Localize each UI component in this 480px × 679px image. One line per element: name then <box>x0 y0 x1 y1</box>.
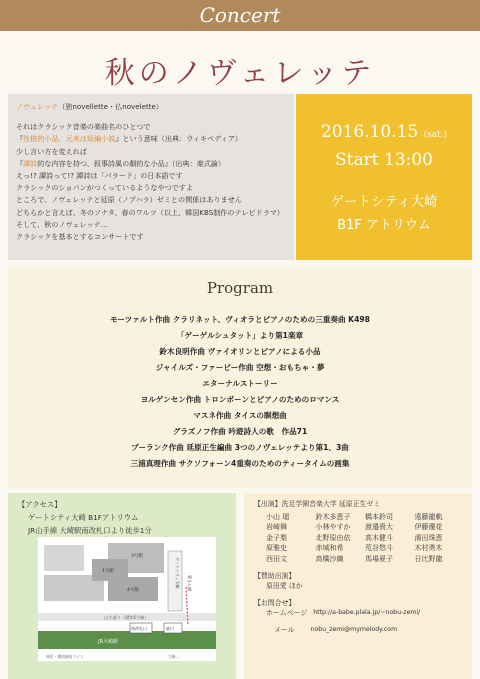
map-label-misc: 大崎… <box>168 654 180 659</box>
event-venue-floor: B1F アトリウム <box>337 218 431 233</box>
performer-name: 高橋沙織 <box>315 554 344 563</box>
intro-line-4-quote: 『 <box>16 158 24 168</box>
mail-address[interactable]: nobu_zemi@mymelody.com <box>310 625 398 633</box>
contact-mail <box>254 625 462 636</box>
performer-name: 橋本鈴司 <box>365 512 393 521</box>
performer-name: 小山 瑠 <box>266 512 290 521</box>
homepage-label: ホームページ <box>266 609 308 618</box>
intro-line-5: えっ!? 譚詩って!? 譚詩は「バラード」の日本語です <box>16 171 183 181</box>
map-label-station: JR大崎駅 <box>98 639 118 645</box>
intro-line-4-rest: 的な内容を持つ、叙事詩風の劇的な小品』（出典：楽式論） <box>37 158 225 168</box>
event-date <box>296 122 472 142</box>
program-panel <box>8 268 472 488</box>
performers-panel <box>244 493 472 679</box>
performer-name: 日比野龍 <box>414 554 443 563</box>
intro-line-10: クラシックを基本とするコンサートです <box>16 232 144 242</box>
event-info-panel <box>296 94 472 260</box>
intro-line-4-em: 譚詩 <box>23 158 38 168</box>
map-label-yamate: 山手通り（環状6号線） <box>104 615 149 620</box>
performer-name: 西田文 <box>266 554 287 563</box>
program-list <box>8 312 472 472</box>
map-building-left <box>44 545 84 571</box>
intro-line-4 <box>16 158 286 170</box>
performer-name: 岩崎舞 <box>266 523 287 532</box>
map-label-bldg1: 1号館 <box>102 569 114 574</box>
program-item: マスネ作曲 タイスの瞑想曲 <box>193 411 287 420</box>
intro-line-8: どちらかと言えば、冬のソナタ、春のワルツ（以上、韓国KBS制作のテレビドラマ） <box>16 207 284 217</box>
intro-line-2-quote: 『 <box>16 134 24 144</box>
performer-name: 原雅史 <box>266 544 287 553</box>
map-label-bldg4: 4号館 <box>127 588 139 593</box>
performers-heading: 【出演】洗足学園音楽大学 延原正生ゼミ <box>254 500 381 508</box>
header-band <box>0 0 480 31</box>
contact-heading: 【お問合せ】 <box>254 598 296 607</box>
map-label-gatecity: ゲートシティ大崎 <box>175 557 180 589</box>
header-title: Concert <box>199 3 281 27</box>
performer-name: 高木健斗 <box>365 533 393 542</box>
performer-name: 遠藤龍軌 <box>414 512 443 521</box>
performer-name: 木村勇木 <box>414 544 443 553</box>
access-panel <box>8 493 236 679</box>
intro-line-9: そして、秋のノヴェレッテ… <box>16 219 108 229</box>
map-label-east-exit: 東口 <box>166 626 174 631</box>
map-label-south-gate: 南改札口 <box>131 626 147 631</box>
event-date-value: 2016.10.15 <box>320 122 419 142</box>
performer-name: 金子梨 <box>266 533 287 542</box>
mail-label: メール <box>274 625 295 634</box>
access-route: JR山手線 大崎駅南改札口より徒歩1分 <box>28 526 152 535</box>
performer-name: 濱田珠恵 <box>414 533 443 542</box>
guest-heading: 【賛助出演】 <box>254 571 296 580</box>
program-item: エターナルストーリー <box>202 379 278 388</box>
main-title: 秋のノヴェレッテ <box>104 56 376 91</box>
intro-line-2-rest: 』という意味（出典：ウィキペディア） <box>115 134 243 144</box>
guest-names: 原田愛 ほか <box>266 582 303 591</box>
program-item: 鈴木良明作曲 ヴァイオリンとピアノによる小品 <box>159 347 321 356</box>
event-time: Start 13:00 <box>335 150 433 170</box>
performer-name: 渡邉貴大 <box>365 523 393 532</box>
performers-list <box>254 512 462 565</box>
access-heading: 【アクセス】 <box>18 500 62 509</box>
map-label-saikyo: 埼京・湘南新宿ライン <box>46 654 84 659</box>
intro-panel <box>8 94 294 260</box>
access-venue: ゲートシティ大崎 B1Fアトリウム <box>28 513 139 522</box>
program-item: ジャイルズ・ファービー作曲 空想・おもちゃ・夢 <box>155 363 325 372</box>
intro-heading-rest: （独novellette・仏novelette） <box>58 102 163 111</box>
program-item: プーランク作曲 延原正生編曲 3つのノヴェレッテより第1、3曲 <box>131 443 349 452</box>
performer-name: 馬場夏子 <box>365 554 393 563</box>
performer-name: 荒谷悠斗 <box>365 544 393 553</box>
program-item: 三浦真理作曲 サクソフォーン4重奏のためのティータイムの画集 <box>130 459 350 468</box>
program-heading: Program <box>206 279 274 297</box>
performer-name: 伊藤優花 <box>414 523 443 532</box>
intro-line-1: それはクラシック音楽の楽曲名のひとつで <box>16 122 151 132</box>
intro-line-3: 少し言い方を変えれば <box>16 146 87 156</box>
homepage-url[interactable]: http://a-babe.plala.jp/~nobu-zemi/ <box>313 609 421 617</box>
intro-heading-term: ノヴェレッテ <box>16 102 59 111</box>
program-item: ヨルゲンセン作曲 トロンボーンとピアノのためのロマンス <box>140 395 340 404</box>
access-map <box>38 537 216 661</box>
program-item: モーツァルト作曲 クラリネット、ヴィオラとピアノのための三重奏曲 K498 <box>110 315 370 324</box>
program-item: グラズノフ作曲 吟遊詩人の歌 作品71 <box>172 427 308 436</box>
event-day: (sat.) <box>423 130 448 140</box>
map-label-bldg3: 3号館 <box>131 554 143 559</box>
event-venue: ゲートシティ大崎 <box>330 194 438 210</box>
map-rail-line <box>38 631 216 649</box>
intro-line-6: クラシックのショパンがつくっているようなやつですよ <box>16 183 193 193</box>
performer-name: 鈴木多恵子 <box>315 512 351 521</box>
performer-name: 北野原由依 <box>315 533 351 542</box>
intro-line-2 <box>16 133 286 145</box>
performer-name: 赤城和希 <box>315 544 344 553</box>
program-item: 「ゲーゲルシュタット」より第1楽章 <box>176 331 304 340</box>
intro-line-2-em: 性格的小品、元来は短編小説 <box>23 134 116 144</box>
contact-homepage <box>254 608 462 619</box>
intro-line-7: ところで、ノヴェレッテと延原（ノブハラ）ゼミとの関係はありません <box>16 195 242 205</box>
performer-name: 小林やすか <box>315 523 351 532</box>
intro-heading <box>16 101 286 113</box>
map-label-bridge: 夢さん橋 <box>187 575 192 591</box>
